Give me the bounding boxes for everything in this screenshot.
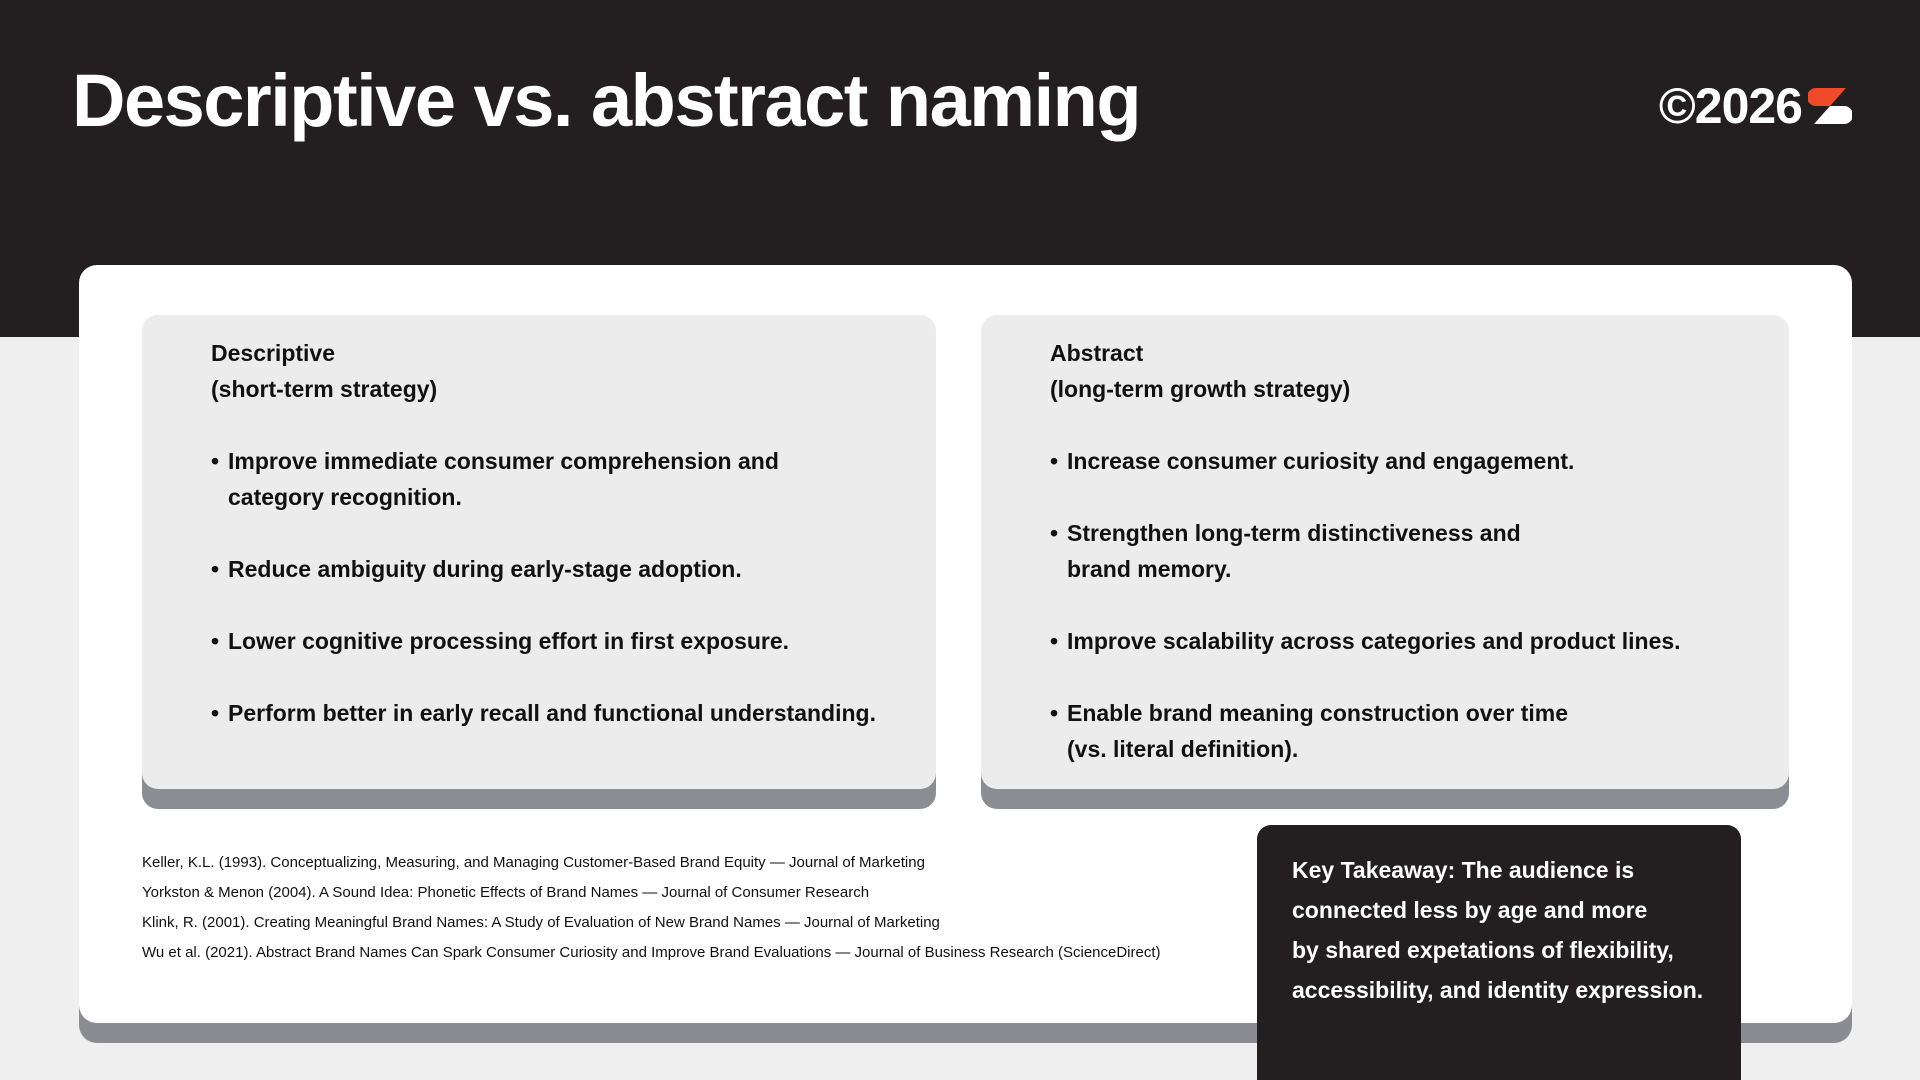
bullet-line: • Improve scalability across categories and product lines.: [1067, 628, 1681, 654]
abstract-bullets: [1050, 443, 1681, 803]
bullet-item: [211, 443, 876, 515]
takeaway-line: by shared expetations of flexibility,: [1292, 937, 1674, 963]
bullet-item: [211, 551, 876, 587]
bullet-item: [211, 695, 876, 731]
bullet-line: brand memory.: [1067, 556, 1232, 582]
takeaway-line: connected less by age and more: [1292, 897, 1648, 923]
bullet-line: • Perform better in early recall and functional understanding.: [228, 700, 876, 726]
abstract-heading-title: Abstract: [1050, 340, 1144, 366]
bullet-line: • Reduce ambiguity during early-stage adoption.: [228, 556, 742, 582]
key-takeaway-box: [1257, 825, 1741, 1080]
bullet-line: • Enable brand meaning construction over time: [1067, 700, 1568, 726]
descriptive-panel: [142, 315, 936, 789]
bullet-line: • Increase consumer curiosity and engagement.: [1067, 448, 1575, 474]
bullet-item: [1050, 623, 1681, 659]
descriptive-heading: [211, 335, 437, 407]
bullet-line: • Improve immediate consumer comprehension and: [228, 448, 779, 474]
takeaway-line: accessibility, and identity expression.: [1292, 977, 1704, 1003]
brand: [1659, 76, 1852, 136]
bullet-line: (vs. literal definition).: [1067, 736, 1299, 762]
reference-item: Klink, R. (2001). Creating Meaningful Brand Names: A Study of Evaluation of New Brand Names — Journal of Marketing: [142, 914, 940, 931]
bullet-line: category recognition.: [228, 484, 462, 510]
slide-title: Descriptive vs. abstract naming: [72, 59, 1141, 142]
bullet-item: [1050, 443, 1681, 479]
key-takeaway-text: [1292, 850, 1741, 1010]
abstract-panel: [981, 315, 1789, 789]
descriptive-heading-subtitle: (short-term strategy): [211, 376, 438, 402]
abstract-heading: [1050, 335, 1350, 407]
reference-item: Wu et al. (2021). Abstract Brand Names Can Spark Consumer Curiosity and Improve Brand Evaluations — Journal of Business Research (ScienceDirect): [142, 944, 1161, 961]
descriptive-heading-title: Descriptive: [211, 340, 336, 366]
descriptive-bullets: [211, 443, 876, 767]
bullet-line: • Strengthen long-term distinctiveness and: [1067, 520, 1521, 546]
takeaway-line: Key Takeaway: The audience is: [1292, 857, 1635, 883]
references: [142, 848, 1161, 968]
bullet-item: [1050, 515, 1681, 587]
brand-copyright: ©2026: [1658, 78, 1802, 134]
bullet-item: [211, 623, 876, 659]
bullet-line: • Lower cognitive processing effort in first exposure.: [228, 628, 790, 654]
bullet-item: [1050, 695, 1681, 767]
reference-item: Keller, K.L. (1993). Conceptualizing, Measuring, and Managing Customer-Based Brand Equity — Journal of Marketing: [142, 854, 925, 871]
reference-item: Yorkston & Menon (2004). A Sound Idea: Phonetic Effects of Brand Names — Journal of Consumer Research: [142, 884, 870, 901]
abstract-heading-subtitle: (long-term growth strategy): [1050, 376, 1351, 402]
s-logo-icon: [1808, 84, 1852, 128]
